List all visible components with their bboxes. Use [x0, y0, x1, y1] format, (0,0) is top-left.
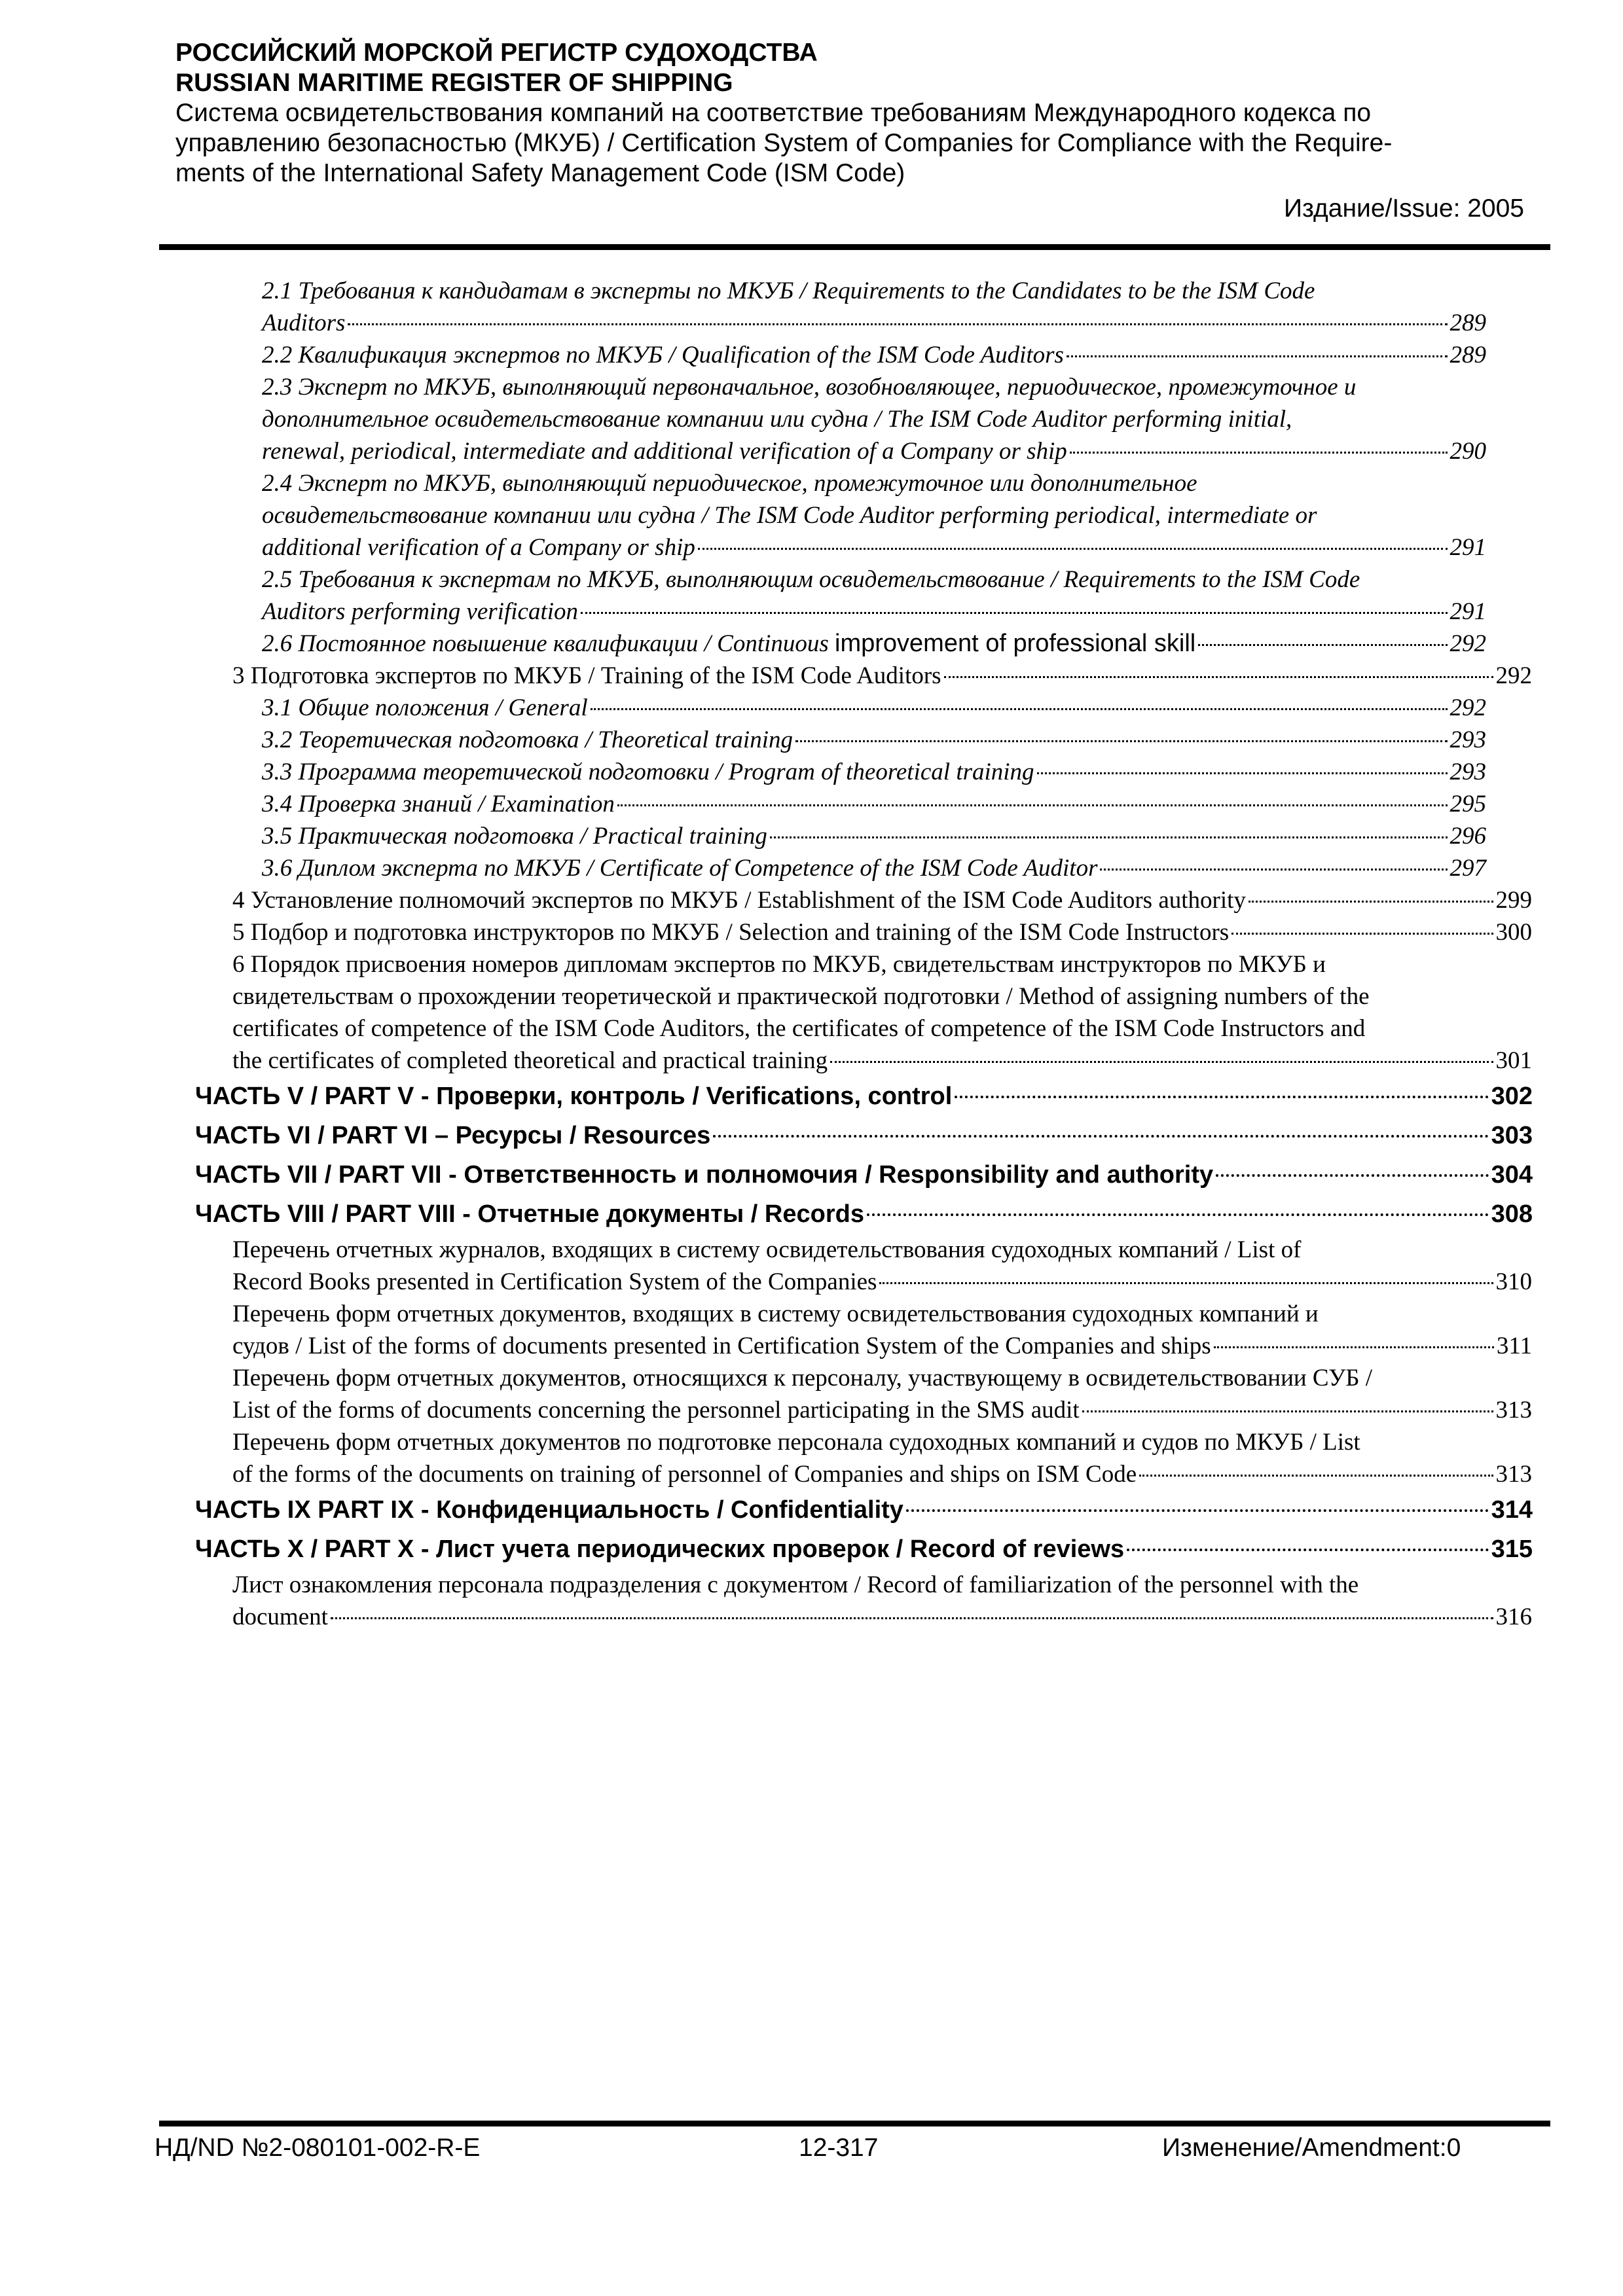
footer-amendment: Изменение/Amendment:0 [1162, 2134, 1461, 2162]
issue-label: Издание/Issue: 2005 [1284, 194, 1524, 223]
toc-part-x[interactable] [195, 1530, 1533, 1569]
toc-entry-3-6[interactable] [262, 852, 1486, 884]
dot-leader [1231, 933, 1493, 935]
toc-page-number: 292 [1450, 694, 1486, 721]
toc-entry-text: Record Books presented in Certification System of the Companies [232, 1268, 877, 1295]
toc-entry-2-3[interactable] [262, 371, 1486, 467]
toc-page-number: 304 [1491, 1161, 1533, 1189]
toc-page-number: 289 [1450, 310, 1486, 336]
footer-rule [159, 2121, 1550, 2126]
toc-entry-text: 3.5 Практическая подготовка / Practical training [262, 823, 767, 850]
table-of-contents [0, 275, 1623, 1633]
toc-entry-familiarization[interactable] [232, 1569, 1532, 1633]
toc-entry-text: Лист ознакомления персонала подразделения с документом / Record of familiarization of the personnel with the [232, 1571, 1359, 1598]
toc-entry-text: the certificates of completed theoretical and practical training [232, 1047, 828, 1074]
dot-leader [591, 708, 1448, 710]
toc-page-number: 290 [1450, 438, 1486, 465]
toc-entry-text: additional verification of a Company or ship [262, 534, 695, 561]
toc-entry-forms-training[interactable] [232, 1426, 1532, 1490]
page-header [175, 38, 1524, 223]
footer-document-number: НД/ND №2-080101-002-R-E [155, 2134, 481, 2162]
header-rule [159, 244, 1550, 250]
document-title-line-3: ments of the International Safety Management Code (ISM Code) [175, 159, 905, 187]
toc-entry-record-books[interactable] [232, 1234, 1532, 1298]
toc-entry-2-4[interactable] [262, 467, 1486, 564]
toc-entry-text: свидетельствам о прохождении теоретической и практической подготовки / Method of assigning numbers of the [232, 983, 1370, 1010]
toc-entry-text: of the forms of the documents on training of personnel of Companies and ships on ISM Code [232, 1461, 1137, 1488]
dot-leader [1100, 869, 1447, 870]
dot-leader [1082, 1410, 1493, 1412]
toc-entry-text: Auditors performing verification [262, 598, 579, 625]
toc-part-viii[interactable] [195, 1194, 1533, 1234]
toc-entry-text: 3.1 Общие положения / General [262, 694, 588, 721]
toc-entry-text: 3.4 Проверка знаний / Examination [262, 791, 615, 817]
toc-entry-text: 2.3 Эксперт по МКУБ, выполняющий первоначальное, возобновляющее, периодическое, промежуточное и [262, 374, 1357, 401]
toc-page-number: 303 [1491, 1122, 1533, 1149]
toc-entry-text: 5 Подбор и подготовка инструкторов по МКУБ / Selection and training of the ISM Code Instructors [232, 919, 1230, 946]
dot-leader [1216, 1174, 1488, 1177]
toc-page-number: 302 [1491, 1083, 1533, 1110]
toc-part-ix[interactable] [195, 1490, 1533, 1530]
toc-page-number: 314 [1491, 1496, 1533, 1524]
toc-part-vii[interactable] [195, 1155, 1533, 1194]
toc-entry-text: судов / List of the forms of documents presented in Certification System of the Companies and ships [232, 1333, 1211, 1359]
dot-leader [879, 1282, 1493, 1284]
toc-entry-2-2[interactable] [262, 339, 1486, 371]
toc-entry-2-1[interactable] [262, 275, 1486, 339]
document-title-line-2: управлению безопасностью (МКУБ) / Certification System of Companies for Compliance with the Require- [175, 129, 1393, 157]
toc-page-number: 308 [1491, 1200, 1533, 1228]
dot-leader [617, 804, 1448, 806]
toc-entry-text: ЧАСТЬ VI / PART VI – Ресурсы / Resources [195, 1122, 711, 1149]
toc-page-number: 311 [1496, 1333, 1532, 1359]
toc-entry-text: List of the forms of documents concerning the personnel participating in the SMS audit [232, 1397, 1080, 1424]
document-title-line-1: Система освидетельствования компаний на соответствие требованиям Международного кодекса по [175, 99, 1372, 127]
dot-leader [770, 836, 1448, 838]
dot-leader [1070, 452, 1448, 454]
dot-leader [1214, 1346, 1494, 1348]
toc-page-number: 299 [1495, 887, 1532, 914]
toc-page-number: 291 [1450, 598, 1486, 625]
toc-entry-text: ЧАСТЬ VIII / PART VIII - Отчетные документы / Records [195, 1200, 864, 1228]
toc-entry-text: 3.3 Программа теоретической подготовки / Program of theoretical training [262, 759, 1034, 785]
dot-leader [1139, 1475, 1493, 1477]
toc-entry-text: ЧАСТЬ VII / PART VII - Ответственность и полномочия / Responsibility and authority [195, 1161, 1214, 1189]
toc-page-number: 292 [1495, 662, 1532, 689]
toc-page-number: 300 [1495, 919, 1532, 946]
toc-entry-text: document [232, 1604, 328, 1630]
register-name-en: RUSSIAN MARITIME REGISTER OF SHIPPING [175, 69, 733, 97]
toc-entry-3[interactable] [232, 660, 1532, 692]
dot-leader [955, 1096, 1488, 1098]
dot-leader [581, 612, 1447, 614]
dot-leader [795, 740, 1448, 742]
toc-entry-text: 3.2 Теоретическая подготовка / Theoretical training [262, 726, 793, 753]
toc-entry-text: 4 Установление полномочий экспертов по МКУБ / Establishment of the ISM Code Auditors authority [232, 887, 1246, 914]
toc-page-number: 313 [1495, 1461, 1532, 1488]
toc-entry-text: 2.4 Эксперт по МКУБ, выполняющий периодическое, промежуточное или дополнительное [262, 470, 1197, 497]
toc-entry-text: 2.5 Требования к экспертам по МКУБ, выполняющим освидетельствование / Requirements to the ISM Code [262, 566, 1360, 593]
toc-page-number: 316 [1495, 1604, 1532, 1630]
toc-entry-forms-companies-ships[interactable] [232, 1298, 1532, 1362]
toc-entry-3-1[interactable] [262, 692, 1486, 724]
footer-page-number: 12-317 [799, 2134, 879, 2162]
register-name-ru: РОССИЙСКИЙ МОРСКОЙ РЕГИСТР СУДОХОДСТВА [175, 39, 818, 67]
toc-entry-3-4[interactable] [262, 788, 1486, 820]
toc-entry-text: 6 Порядок присвоения номеров дипломам экспертов по МКУБ, свидетельствам инструкторов по МКУБ и [232, 951, 1326, 978]
toc-entry-text: Перечень отчетных журналов, входящих в систему освидетельствования судоходных компаний / List of [232, 1236, 1302, 1263]
toc-entry-text: Auditors [262, 310, 346, 336]
toc-entry-6[interactable] [232, 948, 1532, 1077]
toc-entry-text: освидетельствование компании или судна / The ISM Code Auditor performing periodical, intermediate or [262, 502, 1317, 529]
toc-entry-text: renewal, periodical, intermediate and additional verification of a Company or ship [262, 438, 1067, 465]
dot-leader [331, 1617, 1493, 1619]
dot-leader [698, 548, 1448, 550]
toc-entry-text: Перечень форм отчетных документов, относящихся к персоналу, участвующему в освидетельствовании СУБ / [232, 1365, 1373, 1391]
toc-page-number: 297 [1450, 855, 1486, 882]
toc-page-number: 315 [1491, 1535, 1533, 1563]
dot-leader [906, 1509, 1489, 1512]
toc-page-number: 291 [1450, 534, 1486, 561]
dot-leader [713, 1135, 1488, 1138]
dot-leader [1067, 355, 1448, 357]
dot-leader [944, 676, 1493, 678]
toc-part-vi[interactable] [195, 1116, 1533, 1155]
dot-leader [1249, 901, 1493, 903]
toc-entry-text: 2.1 Требования к кандидатам в эксперты по МКУБ / Requirements to the Candidates to be the ISM Code [262, 278, 1315, 304]
toc-entry-text [262, 628, 1195, 660]
dot-leader [348, 323, 1447, 325]
toc-entry-text: Перечень форм отчетных документов по подготовке персонала судоходных компаний и судов по МКУБ / List [232, 1429, 1360, 1456]
toc-page-number: 310 [1495, 1268, 1532, 1295]
toc-page-number: 293 [1450, 726, 1486, 753]
toc-entry-5[interactable] [232, 916, 1532, 948]
toc-page-number: 296 [1450, 823, 1486, 850]
toc-entry-2-5[interactable] [262, 564, 1486, 628]
toc-entry-3-2[interactable] [262, 724, 1486, 756]
toc-entry-text-part: 2.6 Постоянное повышение квалификации / Continuous [262, 630, 835, 657]
toc-entry-text: 3.6 Диплом эксперта по МКУБ / Certificate of Competence of the ISM Code Auditor [262, 855, 1098, 882]
toc-entry-text: дополнительное освидетельствование компании или судна / The ISM Code Auditor performing initial, [262, 406, 1292, 433]
toc-entry-text-part: improvement of professional skill [835, 630, 1196, 657]
dot-leader [830, 1061, 1493, 1063]
toc-entry-text: 3 Подготовка экспертов по МКУБ / Training of the ISM Code Auditors [232, 662, 941, 689]
toc-entry-2-6[interactable] [262, 628, 1486, 660]
dot-leader [867, 1213, 1489, 1216]
toc-page-number: 293 [1450, 759, 1486, 785]
toc-entry-text: Перечень форм отчетных документов, входящих в систему освидетельствования судоходных компаний и [232, 1300, 1319, 1327]
dot-leader [1198, 644, 1447, 646]
toc-part-v[interactable] [195, 1077, 1533, 1116]
toc-entry-text: 2.2 Квалификация экспертов по МКУБ / Qualification of the ISM Code Auditors [262, 342, 1064, 368]
toc-entry-text: ЧАСТЬ V / PART V - Проверки, контроль / Verifications, control [195, 1083, 953, 1110]
toc-page-number: 313 [1495, 1397, 1532, 1424]
toc-entry-text: ЧАСТЬ X / PART X - Лист учета периодических проверок / Record of reviews [195, 1535, 1125, 1563]
dot-leader [1037, 772, 1448, 774]
toc-entry-text: ЧАСТЬ IX PART IX - Конфиденциальность / Confidentiality [195, 1496, 903, 1524]
toc-entry-text: certificates of competence of the ISM Code Auditors, the certificates of competence of the ISM Code Instructors and [232, 1015, 1366, 1042]
toc-page-number: 295 [1450, 791, 1486, 817]
toc-entry-forms-personnel[interactable] [232, 1362, 1532, 1426]
toc-page-number: 301 [1495, 1047, 1532, 1074]
dot-leader [1127, 1549, 1488, 1551]
toc-entry-3-3[interactable] [262, 756, 1486, 788]
toc-entry-3-5[interactable] [262, 820, 1486, 852]
toc-page-number: 289 [1450, 342, 1486, 368]
toc-page-number: 292 [1450, 630, 1486, 657]
toc-entry-4[interactable] [232, 884, 1532, 916]
